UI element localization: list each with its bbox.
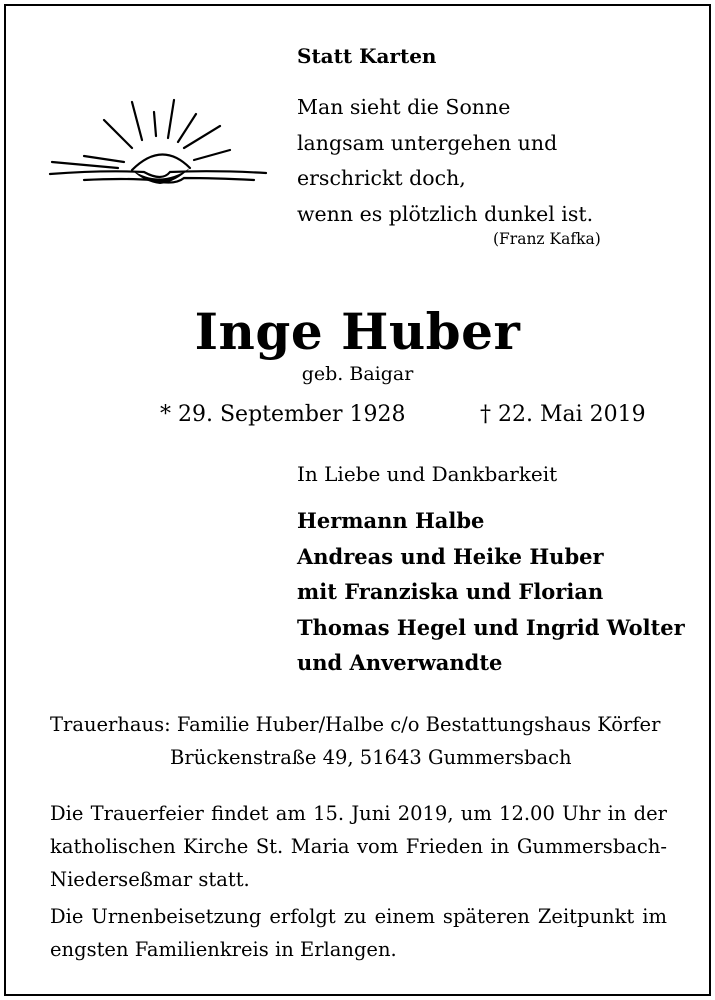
- burial-line: Die Urnenbeisetzung erfolgt zu einem späteren Zeitpunkt im: [50, 905, 667, 928]
- setting-sun-icon: [44, 96, 274, 196]
- ceremony-paragraph: [50, 797, 667, 896]
- ceremony-line: Niederseßmar statt.: [50, 868, 250, 891]
- death-date: † 22. Mai 2019: [480, 402, 646, 427]
- birth-date: * 29. September 1928: [160, 402, 406, 427]
- poem-line: langsam untergehen und: [297, 130, 558, 155]
- poem: [297, 90, 593, 232]
- mourning-house-line: Trauerhaus: Familie Huber/Halbe c/o Bestattungshaus Körfer: [50, 713, 661, 736]
- burial-paragraph: [50, 900, 667, 966]
- mourner-name: und Anverwandte: [297, 650, 503, 675]
- mourner-name: Thomas Hegel und Ingrid Wolter: [297, 614, 685, 640]
- mourning-house-address: Brückenstraße 49, 51643 Gummersbach: [170, 746, 572, 769]
- poem-line: erschrickt doch,: [297, 166, 466, 190]
- burial-line: engsten Familienkreis in Erlangen.: [50, 938, 397, 961]
- ceremony-line: Die Trauerfeier findet am 15. Juni 2019, um 12.00 Uhr in der: [50, 802, 667, 825]
- mourner-name: Andreas und Heike Huber: [297, 543, 604, 569]
- mourners-list: [297, 503, 685, 681]
- deceased-name: Inge Huber: [194, 302, 521, 361]
- poem-line: wenn es plötzlich dunkel ist.: [297, 201, 594, 226]
- ceremony-line: katholischen Kirche St. Maria vom Frieden in Gummersbach-: [50, 835, 667, 858]
- family-intro: In Liebe und Dankbarkeit: [297, 462, 558, 486]
- statt-karten-heading: Statt Karten: [297, 44, 437, 68]
- poem-author: (Franz Kafka): [493, 230, 601, 248]
- mourner-name: mit Franziska und Florian: [297, 579, 604, 604]
- birth-name: geb. Baigar: [301, 363, 414, 385]
- mourner-name: Hermann Halbe: [297, 508, 485, 533]
- poem-line: Man sieht die Sonne: [297, 95, 511, 119]
